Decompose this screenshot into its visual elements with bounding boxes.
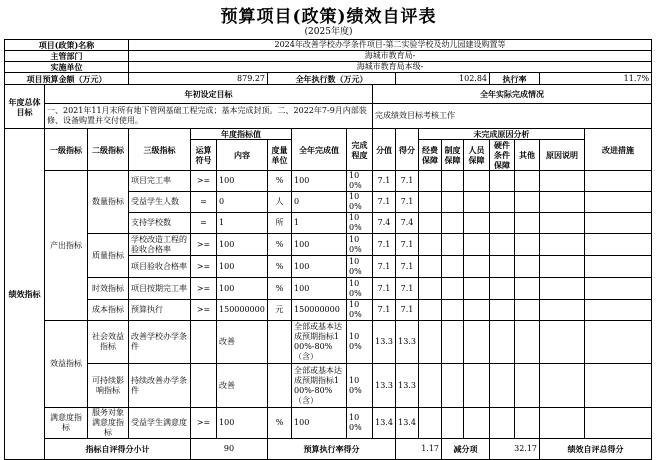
deduct-value: 32.17: [490, 439, 540, 460]
initial-goal-header: 年初设定目标: [45, 85, 373, 104]
total-label: 绩效自评总得分: [540, 439, 652, 460]
unit-cell: [268, 321, 292, 364]
got-cell: 13.4: [396, 408, 419, 439]
empty-cell: [585, 408, 652, 439]
unit-cell: %: [268, 278, 292, 300]
l2-sustain: 可持续影响指标: [88, 364, 129, 408]
got-cell: 7.1: [396, 256, 419, 278]
degree-cell: 100%: [347, 408, 373, 439]
improve-header: 改进措施: [585, 129, 652, 171]
score-cell: 7.1: [373, 192, 396, 213]
done-cell: 100: [292, 171, 347, 192]
empty-cell: [442, 300, 464, 321]
content-cell: 改善: [217, 364, 268, 408]
evaluation-table: [4, 39, 652, 460]
degree-cell: 100%: [347, 192, 373, 213]
done-cell: 全部或基本达成预期指标100%-80%（含）: [292, 364, 347, 408]
exec-rate-value: 11.7%: [540, 73, 652, 85]
content-cell: 100: [217, 278, 268, 300]
empty-cell: [419, 213, 442, 234]
page-year: (2025年度): [304, 27, 353, 37]
op-cell: >=: [191, 300, 217, 321]
empty-cell: [490, 256, 515, 278]
subtotal-value: 90: [191, 439, 268, 460]
content-cell: 100: [217, 171, 268, 192]
score-cell: 13.3: [373, 364, 396, 408]
l3-cell: 受益学生人数: [129, 192, 191, 213]
empty-cell: [515, 234, 540, 256]
empty-cell: [585, 234, 652, 256]
empty-cell: [442, 171, 464, 192]
l3-cell: 项目按期完工率: [129, 278, 191, 300]
empty-cell: [490, 192, 515, 213]
got-cell: 7.4: [396, 213, 419, 234]
got-cell: 7.1: [396, 300, 419, 321]
empty-cell: [464, 408, 490, 439]
unit-cell: %: [268, 256, 292, 278]
got-cell: 7.1: [396, 171, 419, 192]
empty-cell: [515, 256, 540, 278]
deduct-label: 减分项: [442, 439, 490, 460]
l1-header: 一级指标: [45, 129, 88, 171]
content-cell: 0: [217, 192, 268, 213]
op-cell: =: [191, 192, 217, 213]
reason-hw-header: 硬件条件保障: [490, 140, 515, 171]
empty-cell: [419, 256, 442, 278]
content-cell: 1: [217, 213, 268, 234]
empty-cell: [419, 321, 442, 364]
empty-cell: [490, 321, 515, 364]
empty-cell: [540, 278, 585, 300]
l2-quality: 质量指标: [88, 234, 129, 278]
empty-cell: [464, 192, 490, 213]
empty-cell: [490, 300, 515, 321]
score-cell: 7.1: [373, 300, 396, 321]
empty-cell: [540, 192, 585, 213]
score-cell: 13.4: [373, 408, 396, 439]
op-cell: >=: [191, 256, 217, 278]
content-cell: 100: [217, 234, 268, 256]
empty-cell: [442, 321, 464, 364]
empty-cell: [442, 213, 464, 234]
exec-score-label: 预算执行率得分: [268, 439, 396, 460]
content-cell: 100: [217, 408, 268, 439]
l3-header: 三级指标: [129, 129, 191, 171]
empty-cell: [490, 171, 515, 192]
empty-cell: [515, 213, 540, 234]
page-title: 预算项目(政策)绩效自评表: [220, 7, 437, 27]
empty-cell: [464, 321, 490, 364]
l3-cell: 改善学校办学条件: [129, 321, 191, 364]
empty-cell: [419, 171, 442, 192]
subtotal-label: 指标自评得分小计: [45, 439, 191, 460]
l2-social: 社会效益指标: [88, 321, 129, 364]
content-cell: 改善: [217, 321, 268, 364]
empty-cell: [515, 364, 540, 408]
l1-benefit: 效益指标: [45, 321, 88, 408]
empty-cell: [540, 321, 585, 364]
reason-staff-header: 人员保障: [464, 140, 490, 171]
unit-cell: %: [268, 408, 292, 439]
annual-value-header: 年度指标值: [191, 129, 292, 140]
reason-other-header: 其他: [515, 140, 540, 171]
empty-cell: [585, 256, 652, 278]
empty-cell: [515, 321, 540, 364]
l2-quantity: 数量指标: [88, 171, 129, 234]
empty-cell: [419, 364, 442, 408]
l3-cell: 支持学校数: [129, 213, 191, 234]
empty-cell: [490, 234, 515, 256]
op-cell: >=: [191, 171, 217, 192]
done-cell: 100: [292, 234, 347, 256]
unit-cell: [268, 364, 292, 408]
empty-cell: [515, 300, 540, 321]
empty-cell: [442, 234, 464, 256]
op-cell: >=: [191, 408, 217, 439]
empty-cell: [515, 171, 540, 192]
empty-cell: [540, 234, 585, 256]
empty-cell: [515, 408, 540, 439]
empty-cell: [540, 213, 585, 234]
score-cell: 7.1: [373, 278, 396, 300]
unit-cell: %: [268, 171, 292, 192]
l2-header: 二级指标: [88, 129, 129, 171]
l3-cell: 受益学生满意度: [129, 408, 191, 439]
degree-cell: 100%: [347, 171, 373, 192]
l3-cell: 项目完工率: [129, 171, 191, 192]
unit-cell: 元: [268, 300, 292, 321]
unit-cell: %: [268, 234, 292, 256]
degree-cell: 100%: [347, 321, 373, 364]
department-label: 主管部门: [5, 51, 129, 62]
content-header: 内容: [217, 140, 268, 171]
actual-text: 完成绩效目标考核工作: [373, 104, 652, 129]
empty-cell: [490, 213, 515, 234]
l3-cell: 预算执行: [129, 300, 191, 321]
reason-desc-header: 原因说明: [540, 140, 585, 171]
done-cell: 1: [292, 213, 347, 234]
got-cell: 7.1: [396, 192, 419, 213]
empty-cell: [585, 321, 652, 364]
budget-value: 879.27: [129, 73, 268, 85]
op-header: 运算符号: [191, 140, 217, 171]
got-cell: 13.3: [396, 321, 419, 364]
perf-indicator-label: 绩效指标: [5, 129, 45, 460]
goal-text: 一、2021年11月末所有地下管网基础工程完成；基本完成封顶。二、2022年7-9月内部装修、设备购置并交付使用。: [45, 104, 373, 129]
unit-cell: 人: [268, 192, 292, 213]
degree-cell: 100%: [347, 234, 373, 256]
degree-cell: 100%: [347, 278, 373, 300]
empty-cell: [540, 256, 585, 278]
done-cell: 100: [292, 256, 347, 278]
exec-score-value: 1.17: [396, 439, 442, 460]
score-header: 分值: [373, 129, 396, 171]
score-cell: 7.4: [373, 213, 396, 234]
op-cell: [191, 321, 217, 364]
done-cell: 100: [292, 408, 347, 439]
empty-cell: [442, 278, 464, 300]
empty-cell: [419, 300, 442, 321]
executed-label: 全年执行数（万元）: [268, 73, 396, 85]
got-cell: 13.3: [396, 364, 419, 408]
empty-cell: [442, 364, 464, 408]
l3-cell: 学校改造工程的验收合格率: [129, 234, 191, 256]
empty-cell: [464, 278, 490, 300]
empty-cell: [442, 256, 464, 278]
done-cell: 全部或基本达成预期指标100%-80%（含）: [292, 321, 347, 364]
score-cell: 7.1: [373, 234, 396, 256]
op-cell: >=: [191, 278, 217, 300]
empty-cell: [540, 408, 585, 439]
department-value: 海城市教育局-: [129, 51, 652, 62]
actual-header: 全年实际完成情况: [373, 85, 652, 104]
l2-timeliness: 时效指标: [88, 278, 129, 300]
empty-cell: [490, 408, 515, 439]
l1-output: 产出指标: [45, 171, 88, 321]
empty-cell: [490, 364, 515, 408]
done-cell: 150000000: [292, 300, 347, 321]
done-cell: 100: [292, 278, 347, 300]
l3-cell: 项目验收合格率: [129, 256, 191, 278]
empty-cell: [464, 234, 490, 256]
empty-cell: [419, 408, 442, 439]
done-cell: 0: [292, 192, 347, 213]
empty-cell: [464, 300, 490, 321]
empty-cell: [585, 300, 652, 321]
degree-cell: 100%: [347, 364, 373, 408]
got-cell: 7.1: [396, 278, 419, 300]
empty-cell: [515, 278, 540, 300]
empty-cell: [540, 171, 585, 192]
empty-cell: [464, 171, 490, 192]
op-cell: [191, 364, 217, 408]
empty-cell: [464, 256, 490, 278]
got-cell: 7.1: [396, 234, 419, 256]
unit-value: 海城市教育局本级-: [129, 62, 652, 73]
got-header: 得分: [396, 129, 419, 171]
unit-cell: 所: [268, 213, 292, 234]
empty-cell: [442, 192, 464, 213]
budget-label: 项目预算金额（万元）: [5, 73, 129, 85]
content-cell: 100: [217, 256, 268, 278]
project-name-value: 2024年改善学校办学条件项目-第二实验学校及幼儿园建设购置等: [129, 40, 652, 51]
empty-cell: [490, 278, 515, 300]
score-cell: 13.3: [373, 321, 396, 364]
op-cell: >=: [191, 234, 217, 256]
l2-satisfaction: 服务对象满意度指标: [88, 408, 129, 439]
score-cell: 7.1: [373, 256, 396, 278]
empty-cell: [515, 192, 540, 213]
l2-cost: 成本指标: [88, 300, 129, 321]
year-done-header: 全年完成值: [292, 129, 347, 171]
executed-value: 102.84: [396, 73, 490, 85]
empty-cell: [464, 213, 490, 234]
reason-sys-header: 制度保障: [442, 140, 464, 171]
empty-cell: [464, 364, 490, 408]
empty-cell: [442, 408, 464, 439]
empty-cell: [540, 364, 585, 408]
degree-cell: 100%: [347, 256, 373, 278]
empty-cell: [419, 234, 442, 256]
empty-cell: [419, 192, 442, 213]
l3-cell: 持续改善办学条件: [129, 364, 191, 408]
degree-header: 完成程度: [347, 129, 373, 171]
op-cell: =: [191, 213, 217, 234]
project-name-label: 项目(政策)名称: [5, 40, 129, 51]
unit-header: 度量单位: [268, 140, 292, 171]
score-cell: 7.1: [373, 171, 396, 192]
empty-cell: [419, 278, 442, 300]
empty-cell: [585, 192, 652, 213]
unit-label: 实施单位: [5, 62, 129, 73]
reason-econ-header: 经费保障: [419, 140, 442, 171]
empty-cell: [585, 213, 652, 234]
exec-rate-label: 执行率: [490, 73, 540, 85]
reasons-header: 未完成原因分析: [419, 129, 585, 140]
overall-goal-label: 年度总体目标: [5, 85, 45, 129]
content-cell: 150000000: [217, 300, 268, 321]
empty-cell: [585, 278, 652, 300]
l1-satisfaction: 满意度指标: [45, 408, 88, 439]
degree-cell: 100%: [347, 300, 373, 321]
degree-cell: 100%: [347, 213, 373, 234]
empty-cell: [585, 171, 652, 192]
empty-cell: [540, 300, 585, 321]
empty-cell: [585, 364, 652, 408]
